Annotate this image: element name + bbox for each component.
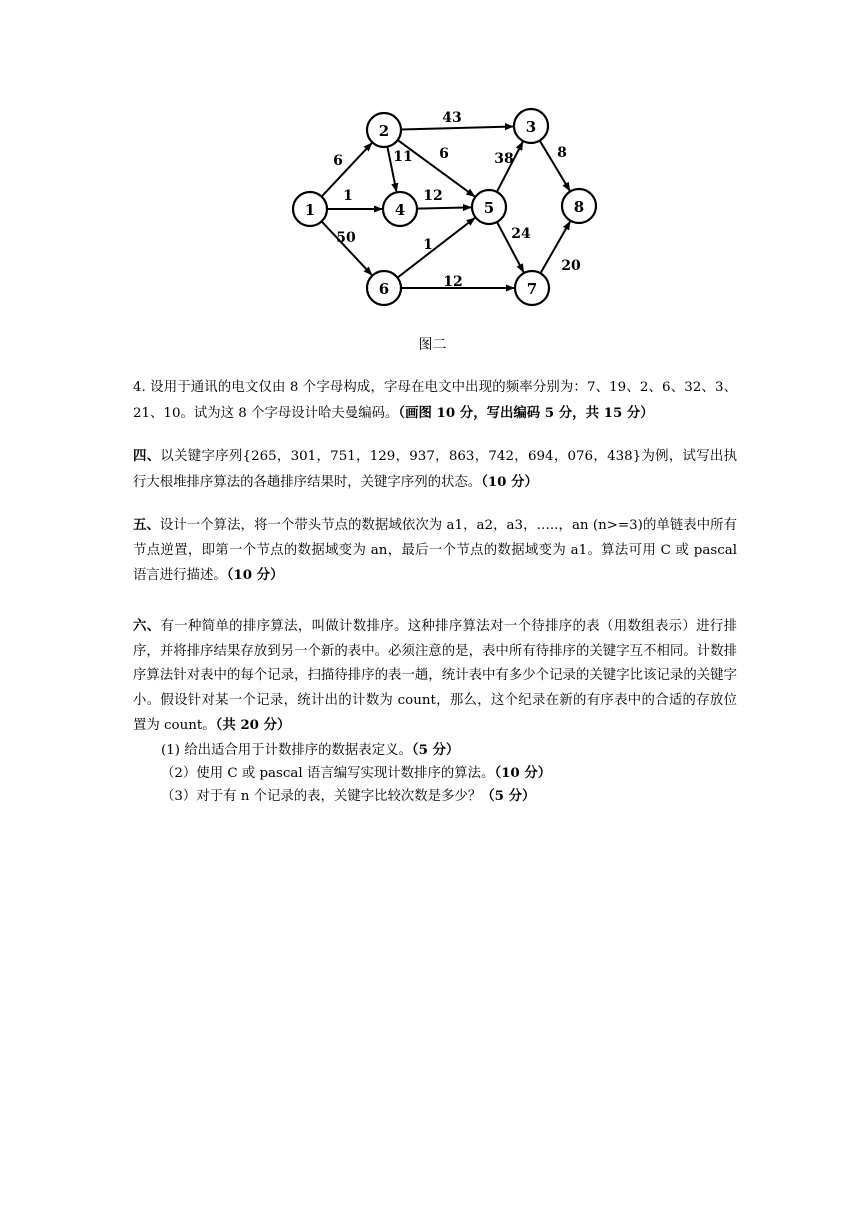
edge-weight-label: 8 [557, 145, 567, 161]
directed-graph-figure [0, 0, 865, 320]
graph-node-label: 6 [378, 280, 390, 298]
graph-node-label: 7 [526, 280, 538, 298]
graph-node-label: 8 [573, 198, 585, 216]
section-6-subquestion [133, 762, 737, 785]
subquestion-score: （10 分） [494, 764, 552, 781]
section-6-heading: 六、 [133, 618, 161, 634]
edge-weight-label: 6 [333, 153, 343, 169]
edge-weight-label: 1 [343, 188, 353, 204]
graph-node-label: 5 [483, 199, 495, 217]
edge-weight-label: 12 [423, 188, 443, 204]
section-6-text: 有一种简单的排序算法，叫做计数排序。这种排序算法对一个待排序的表（用数组表示）进行排序，并将排序结果存放到另一个新的表中。必须注意的是，表中所有待排序的关键字互不相同。计数排序算法针对表中的每个记录，扫描待排序的表一趟，统计表中有多少个记录的关键字比该记录的关键字小。假设针对某一个记录，统计出的计数为 count，那么，这个纪录在新的有序表中的合适的存放位置为 count。 [133, 619, 738, 733]
question-4 [133, 376, 737, 426]
subquestion-text: (1) 给出适合用于计数排序的数据表定义。 [161, 742, 412, 758]
graph-node-label: 3 [525, 118, 537, 136]
question-4-score: （画图 10 分，写出编码 5 分，共 15 分） [398, 404, 654, 421]
section-5-score: （10 分） [226, 567, 284, 583]
section-5 [133, 513, 737, 589]
graph-node-label: 1 [304, 201, 316, 219]
graph-node-label: 2 [378, 122, 390, 140]
edge-weight-label: 11 [393, 149, 413, 165]
subquestion-text: （3）对于有 n 个记录的表，关键字比较次数是多少？ [161, 788, 482, 804]
subquestion-score: （5 分） [481, 787, 536, 804]
edge-weight-label: 50 [336, 230, 356, 246]
question-4-text: 4. 设用于通讯的电文仅由 8 个字母构成，字母在电文中出现的频率分别为：7、19、2、6、32、3、21、10。试为这 8 个字母设计哈夫曼编码。 [133, 380, 737, 421]
edge-weight-label: 43 [442, 110, 462, 126]
section-6 [133, 614, 737, 808]
edge-weight-label: 24 [511, 226, 531, 242]
section-5-heading: 五、 [133, 517, 160, 533]
section-5-text: 设计一个算法，将一个带头节点的数据域依次为 a1，a2，a3，…..，an (n>=3)的单链表中所有节点逆置，即第一个节点的数据域变为 an，最后一个节点的数据域变为 a1。算法可用 C 或 pascal 语言进行描述。 [133, 518, 738, 583]
edge-weight-label: 38 [494, 151, 514, 167]
section-6-subquestion [133, 785, 737, 808]
section-4-heading: 四、 [133, 448, 161, 464]
section-6-subquestion [133, 739, 737, 762]
section-4-score: （10 分） [481, 473, 538, 490]
figure-caption: 图二 [418, 337, 447, 353]
edge-weight-label: 20 [561, 258, 581, 274]
subquestion-score: （5 分） [411, 741, 460, 758]
section-4-text: 以关键字序列{265，301，751，129，937，863，742，694，076，438}为例，试写出执行大根堆排序算法的各趟排序结果时，关键字序列的状态。 [133, 449, 738, 490]
edge-weight-label: 12 [443, 274, 463, 290]
edge-weight-label: 6 [439, 146, 449, 162]
edge-2-3 [401, 126, 513, 129]
section-4 [133, 444, 737, 495]
edge-weight-label: 1 [423, 237, 433, 253]
edge-4-5 [417, 207, 471, 208]
edge-6-5 [397, 218, 474, 278]
subquestion-text: （2）使用 C 或 pascal 语言编写实现计数排序的算法。 [161, 765, 495, 781]
section-6-score: （共 20 分） [215, 717, 291, 733]
graph-node-label: 4 [394, 201, 406, 219]
